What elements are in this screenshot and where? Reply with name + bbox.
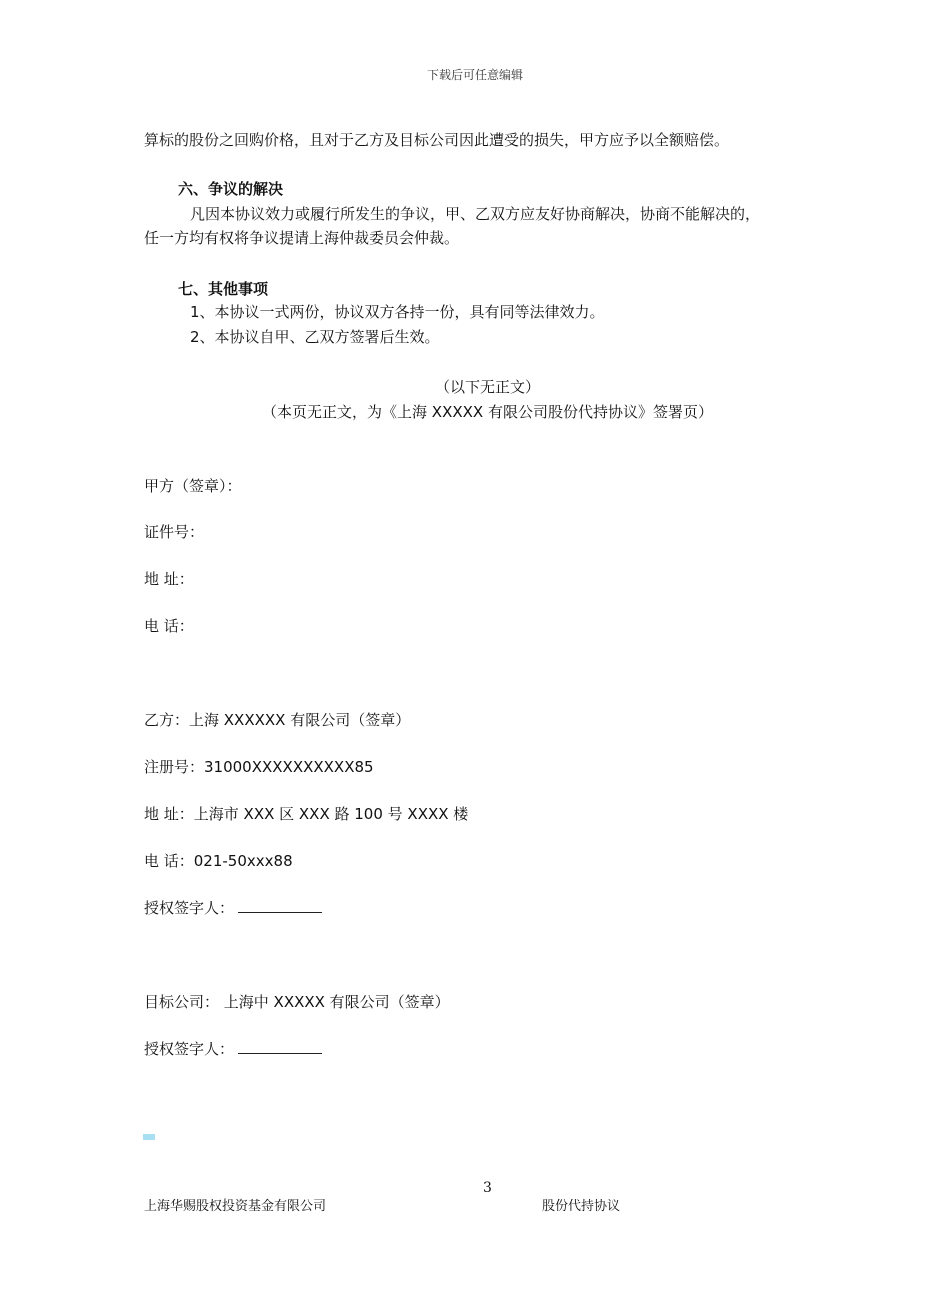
party-b-signatory	[144, 896, 322, 920]
party-a-address: 地 址：	[144, 570, 194, 588]
section-6-paragraph-line-2: 任一方均有权将争议提请上海仲裁委员会仲裁。	[144, 229, 460, 247]
target-company-signatory	[144, 1037, 322, 1061]
section-7-heading: 七、其他事项	[178, 280, 269, 298]
section-7-item-2: 2、本协议自甲、乙双方签署后生效。	[190, 328, 440, 346]
target-company-signature-line	[238, 1037, 322, 1054]
highlight-marker	[143, 1134, 155, 1140]
continuation-text: 算标的股份之回购价格，且对于乙方及目标公司因此遭受的损失，甲方应予以全额赔偿。	[144, 131, 730, 149]
signature-page-note: （本页无正文，为《上海 XXXXX 有限公司股份代持协议》签署页）	[262, 403, 713, 421]
party-a-phone: 电 话：	[144, 617, 194, 635]
section-7-item-1: 1、本协议一式两份，协议双方各持一份，具有同等法律效力。	[190, 303, 605, 321]
party-a-sign: 甲方（签章）：	[144, 477, 242, 495]
page-number: 3	[483, 1180, 492, 1196]
end-of-text-note: （以下无正文）	[434, 378, 540, 396]
party-b-signatory-label: 授权签字人：	[144, 899, 235, 917]
party-b-signature-line	[238, 896, 322, 913]
party-b-registration-number: 注册号：31000XXXXXXXXXX85	[144, 758, 374, 776]
party-b-sign: 乙方：上海 XXXXXX 有限公司（签章）	[144, 711, 411, 729]
footer-company: 上海华赐股权投资基金有限公司	[144, 1199, 327, 1214]
section-6-heading: 六、争议的解决	[178, 180, 284, 198]
party-b-phone: 电 话：021-50xxx88	[144, 852, 293, 870]
footer-document-title: 股份代持协议	[542, 1199, 621, 1214]
party-a-id-number: 证件号：	[144, 523, 205, 541]
header-note: 下载后可任意编辑	[426, 68, 523, 82]
section-6-paragraph-line-1: 凡因本协议效力或履行所发生的争议，甲、乙双方应友好协商解决，协商不能解决的，	[190, 205, 761, 223]
target-company-sign: 目标公司： 上海中 XXXXX 有限公司（签章）	[144, 993, 450, 1011]
target-company-signatory-label: 授权签字人：	[144, 1040, 235, 1058]
party-b-address: 地 址：上海市 XXX 区 XXX 路 100 号 XXXX 楼	[144, 805, 469, 823]
